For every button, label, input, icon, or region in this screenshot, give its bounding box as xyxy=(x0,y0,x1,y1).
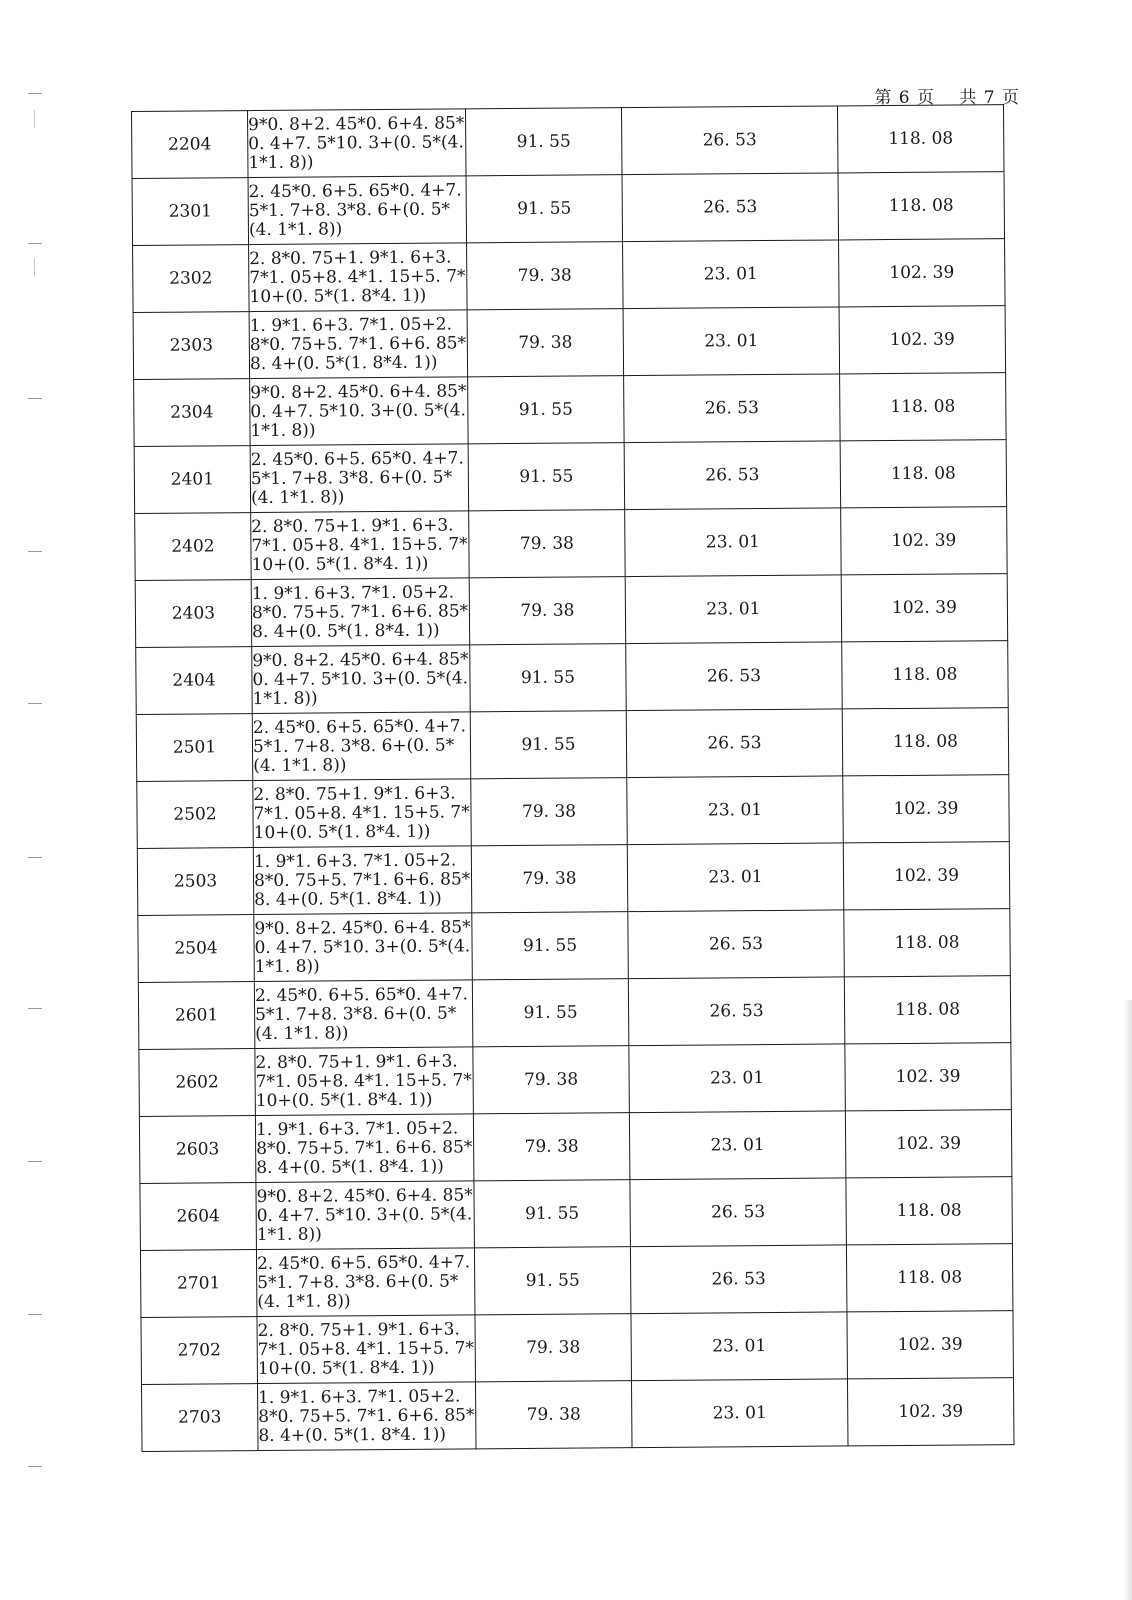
unit-area-cell: 91. 55 xyxy=(474,1180,631,1248)
area-formula-cell: 2. 8*0. 75+1. 9*1. 6+3. 7*1. 05+8. 4*1. 15+5. 7*10+(0. 5*(1. 8*4. 1)) xyxy=(255,1047,474,1116)
total-area-cell: 102. 39 xyxy=(841,507,1008,575)
shared-area-cell: 26. 53 xyxy=(628,977,845,1046)
binding-mark xyxy=(28,703,42,704)
table-row xyxy=(137,842,1009,916)
shared-area-cell: 26. 53 xyxy=(621,106,838,175)
room-number-cell: 2503 xyxy=(137,848,254,916)
total-area-cell: 118. 08 xyxy=(844,909,1011,977)
area-formula-cell: 9*0. 8+2. 45*0. 6+4. 85*0. 4+7. 5*10. 3+(0. 5*(4. 1*1. 8)) xyxy=(252,645,471,714)
room-number-cell: 2401 xyxy=(134,446,251,514)
shared-area-cell: 26. 53 xyxy=(630,1245,847,1314)
area-formula-cell: 1. 9*1. 6+3. 7*1. 05+2. 8*0. 75+5. 7*1. 6+6. 85*8. 4+(0. 5*(1. 8*4. 1)) xyxy=(251,578,470,647)
area-calculation-table xyxy=(131,104,1015,1452)
area-formula-cell: 9*0. 8+2. 45*0. 6+4. 85*0. 4+7. 5*10. 3+(0. 5*(4. 1*1. 8)) xyxy=(256,1181,475,1250)
shared-area-cell: 26. 53 xyxy=(626,642,843,711)
area-formula-cell: 9*0. 8+2. 45*0. 6+4. 85*0. 4+7. 5*10. 3+(0. 5*(4. 1*1. 8)) xyxy=(250,377,469,446)
area-formula-cell: 9*0. 8+2. 45*0. 6+4. 85*0. 4+7. 5*10. 3+(0. 5*(4. 1*1. 8)) xyxy=(254,913,473,982)
page-number: 第 6 页 共 7 页 xyxy=(874,88,1020,108)
unit-area-cell: 79. 38 xyxy=(473,1113,630,1181)
area-formula-cell: 2. 45*0. 6+5. 65*0. 4+7. 5*1. 7+8. 3*8. 6+(0. 5*(4. 1*1. 8)) xyxy=(256,1248,475,1317)
shared-area-cell: 23. 01 xyxy=(631,1312,848,1381)
room-number-cell: 2603 xyxy=(139,1116,256,1184)
unit-area-cell: 79. 38 xyxy=(471,778,628,846)
shared-area-cell: 26. 53 xyxy=(628,910,845,979)
unit-area-cell: 91. 55 xyxy=(472,979,629,1047)
shared-area-cell: 23. 01 xyxy=(629,1111,846,1180)
table-row xyxy=(138,909,1010,983)
unit-area-cell: 79. 38 xyxy=(469,510,626,578)
room-number-cell: 2602 xyxy=(139,1049,256,1117)
area-formula-cell: 2. 45*0. 6+5. 65*0. 4+7. 5*1. 7+8. 3*8. 6+(0. 5*(4. 1*1. 8)) xyxy=(250,444,469,513)
total-area-cell: 102. 39 xyxy=(847,1378,1014,1446)
area-formula-cell: 1. 9*1. 6+3. 7*1. 05+2. 8*0. 75+5. 7*1. 6+6. 85*8. 4+(0. 5*(1. 8*4. 1)) xyxy=(257,1382,476,1451)
table-row xyxy=(140,1244,1012,1318)
area-formula-cell: 1. 9*1. 6+3. 7*1. 05+2. 8*0. 75+5. 7*1. 6+6. 85*8. 4+(0. 5*(1. 8*4. 1)) xyxy=(253,846,472,915)
shared-area-cell: 23. 01 xyxy=(627,776,844,845)
room-number-cell: 2402 xyxy=(135,513,252,581)
unit-area-cell: 91. 55 xyxy=(468,443,625,511)
shared-area-cell: 23. 01 xyxy=(625,575,842,644)
room-number-cell: 2601 xyxy=(138,982,255,1050)
table-row xyxy=(132,172,1004,246)
unit-area-cell: 79. 38 xyxy=(469,577,626,645)
total-area-cell: 118. 08 xyxy=(842,708,1009,776)
total-area-cell: 118. 08 xyxy=(837,105,1004,173)
total-area-cell: 102. 39 xyxy=(839,306,1006,374)
unit-area-cell: 79. 38 xyxy=(471,845,628,913)
unit-area-cell: 91. 55 xyxy=(474,1247,631,1315)
total-area-cell: 102. 39 xyxy=(839,239,1006,307)
unit-area-cell: 91. 55 xyxy=(466,175,623,243)
table-row xyxy=(132,105,1004,179)
shared-area-cell: 23. 01 xyxy=(623,307,840,376)
room-number-cell: 2403 xyxy=(135,580,252,648)
binding-mark xyxy=(28,243,42,244)
shared-area-cell: 26. 53 xyxy=(630,1178,847,1247)
table-container xyxy=(131,104,1014,1452)
table-row xyxy=(140,1177,1012,1251)
shared-area-cell: 26. 53 xyxy=(622,173,839,242)
area-formula-cell: 2. 8*0. 75+1. 9*1. 6+3. 7*1. 05+8. 4*1. 15+5. 7*10+(0. 5*(1. 8*4. 1)) xyxy=(249,243,468,312)
unit-area-cell: 79. 38 xyxy=(467,309,624,377)
unit-area-cell: 79. 38 xyxy=(475,1314,632,1382)
shared-area-cell: 26. 53 xyxy=(626,709,843,778)
binding-mark xyxy=(28,551,42,552)
room-number-cell: 2304 xyxy=(134,379,251,447)
unit-area-cell: 79. 38 xyxy=(467,242,624,310)
room-number-cell: 2302 xyxy=(133,245,250,313)
table-row xyxy=(136,641,1008,715)
total-area-cell: 102. 39 xyxy=(845,1043,1012,1111)
area-formula-cell: 1. 9*1. 6+3. 7*1. 05+2. 8*0. 75+5. 7*1. 6+6. 85*8. 4+(0. 5*(1. 8*4. 1)) xyxy=(249,310,468,379)
area-formula-cell: 2. 8*0. 75+1. 9*1. 6+3. 7*1. 05+8. 4*1. 15+5. 7*10+(0. 5*(1. 8*4. 1)) xyxy=(253,779,472,848)
room-number-cell: 2204 xyxy=(132,111,249,179)
total-area-cell: 118. 08 xyxy=(840,373,1007,441)
room-number-cell: 2701 xyxy=(140,1250,257,1318)
shared-area-cell: 26. 53 xyxy=(624,441,841,510)
shared-area-cell: 26. 53 xyxy=(624,374,841,443)
area-formula-cell: 1. 9*1. 6+3. 7*1. 05+2. 8*0. 75+5. 7*1. 6+6. 85*8. 4+(0. 5*(1. 8*4. 1)) xyxy=(255,1114,474,1183)
table-row xyxy=(136,708,1008,782)
binding-mark xyxy=(28,857,42,858)
total-area-cell: 118. 08 xyxy=(844,976,1011,1044)
total-area-cell: 102. 39 xyxy=(847,1311,1014,1379)
table-row xyxy=(133,239,1005,313)
room-number-cell: 2501 xyxy=(136,714,253,782)
total-area-cell: 102. 39 xyxy=(845,1110,1012,1178)
shared-area-cell: 23. 01 xyxy=(629,1044,846,1113)
table-body xyxy=(132,105,1014,1452)
room-number-cell: 2604 xyxy=(140,1183,257,1251)
total-area-cell: 118. 08 xyxy=(842,641,1009,709)
total-area-cell: 118. 08 xyxy=(838,172,1005,240)
table-row xyxy=(134,373,1006,447)
room-number-cell: 2301 xyxy=(132,178,249,246)
table-row xyxy=(139,1110,1011,1184)
binding-mark xyxy=(28,1161,42,1162)
unit-area-cell: 91. 55 xyxy=(470,711,627,779)
unit-area-cell: 79. 38 xyxy=(473,1046,630,1114)
shared-area-cell: 23. 01 xyxy=(623,240,840,309)
room-number-cell: 2303 xyxy=(133,312,250,380)
total-area-cell: 118. 08 xyxy=(846,1244,1013,1312)
table-row xyxy=(138,976,1010,1050)
total-area-cell: 102. 39 xyxy=(843,842,1010,910)
room-number-cell: 2404 xyxy=(136,647,253,715)
table-row xyxy=(139,1043,1011,1117)
room-number-cell: 2703 xyxy=(142,1384,259,1452)
area-formula-cell: 9*0. 8+2. 45*0. 6+4. 85*0. 4+7. 5*10. 3+(0. 5*(4. 1*1. 8)) xyxy=(248,109,467,178)
total-area-cell: 118. 08 xyxy=(840,440,1007,508)
total-area-cell: 102. 39 xyxy=(843,775,1010,843)
binding-mark xyxy=(34,258,35,276)
binding-mark xyxy=(28,1008,42,1009)
total-area-cell: 102. 39 xyxy=(841,574,1008,642)
area-formula-cell: 2. 8*0. 75+1. 9*1. 6+3. 7*1. 05+8. 4*1. 15+5. 7*10+(0. 5*(1. 8*4. 1)) xyxy=(257,1315,476,1384)
area-formula-cell: 2. 8*0. 75+1. 9*1. 6+3. 7*1. 05+8. 4*1. 15+5. 7*10+(0. 5*(1. 8*4. 1)) xyxy=(251,511,470,580)
binding-mark xyxy=(28,1314,42,1315)
room-number-cell: 2702 xyxy=(141,1317,258,1385)
unit-area-cell: 91. 55 xyxy=(468,376,625,444)
total-area-cell: 118. 08 xyxy=(846,1177,1013,1245)
table-row xyxy=(135,574,1007,648)
unit-area-cell: 91. 55 xyxy=(470,644,627,712)
shared-area-cell: 23. 01 xyxy=(631,1379,848,1448)
room-number-cell: 2502 xyxy=(137,781,254,849)
table-row xyxy=(133,306,1005,380)
table-row xyxy=(142,1378,1014,1452)
binding-mark xyxy=(34,110,35,128)
shared-area-cell: 23. 01 xyxy=(625,508,842,577)
table-row xyxy=(134,440,1006,514)
binding-mark xyxy=(28,1466,42,1467)
unit-area-cell: 79. 38 xyxy=(475,1381,632,1449)
area-formula-cell: 2. 45*0. 6+5. 65*0. 4+7. 5*1. 7+8. 3*8. 6+(0. 5*(4. 1*1. 8)) xyxy=(254,980,473,1049)
area-formula-cell: 2. 45*0. 6+5. 65*0. 4+7. 5*1. 7+8. 3*8. 6+(0. 5*(4. 1*1. 8)) xyxy=(248,176,467,245)
table-row xyxy=(135,507,1007,581)
shared-area-cell: 23. 01 xyxy=(627,843,844,912)
room-number-cell: 2504 xyxy=(138,915,255,983)
table-row xyxy=(137,775,1009,849)
scan-edge-shadow xyxy=(1124,1000,1132,1600)
area-formula-cell: 2. 45*0. 6+5. 65*0. 4+7. 5*1. 7+8. 3*8. 6+(0. 5*(4. 1*1. 8)) xyxy=(252,712,471,781)
binding-mark xyxy=(28,93,42,94)
unit-area-cell: 91. 55 xyxy=(472,912,629,980)
binding-mark xyxy=(28,398,42,399)
unit-area-cell: 91. 55 xyxy=(465,108,622,176)
table-row xyxy=(141,1311,1013,1385)
